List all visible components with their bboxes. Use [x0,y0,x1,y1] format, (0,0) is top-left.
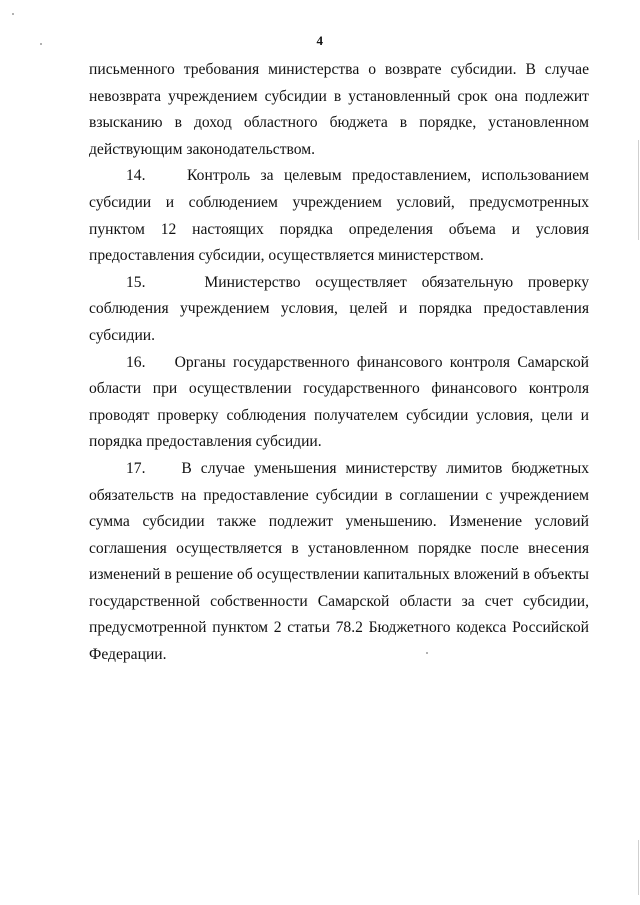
scan-edge-shadow [638,840,639,895]
page-number: 4 [316,33,324,48]
paragraph-17: 17. В случае уменьшения министерству лимитов бюджетных обязательств на предоставление субсидии в соглашении с учреждением сумма субсидии также подлежит уменьшению. Изменение условий соглашения осуществляется в установленном порядке после внесения изменений в решение об осуществлении капитальных вложений в объекты государственной собственности Самарской области за счет субсидии, предусмотренной пунктом 2 статьи 78.2 Бюджетного кодекса Российской Федерации. [89,459,589,664]
paragraph-14: 14. Контроль за целевым предоставлением, использованием субсидии и соблюдением учреждением условий, предусмотренных пунктом 12 настоящих порядка определения объема и условия предоставления субсидии, осуществляется министерством. [89,167,589,265]
paragraph-16: 16. Органы государственного финансового контроля Самарской области при осуществлении государственного финансового контроля проводят проверку соблюдения получателем субсидии условия, цели и порядка предоставления субсидии. [89,353,589,451]
paragraph-15: 15. Министерство осуществляет обязательную проверку соблюдения учреждением условия, целей и порядка предоставления субсидии. [89,273,589,344]
scan-speck [12,13,14,15]
document-body [89,57,589,669]
scan-edge-shadow [638,140,639,240]
paragraph-continuation: письменного требования министерства о возврате субсидии. В случае невозврата учреждением субсидии в установленный срок она подлежит взысканию в доход областного бюджета в порядке, установленном действующим законодательством. [89,61,589,158]
